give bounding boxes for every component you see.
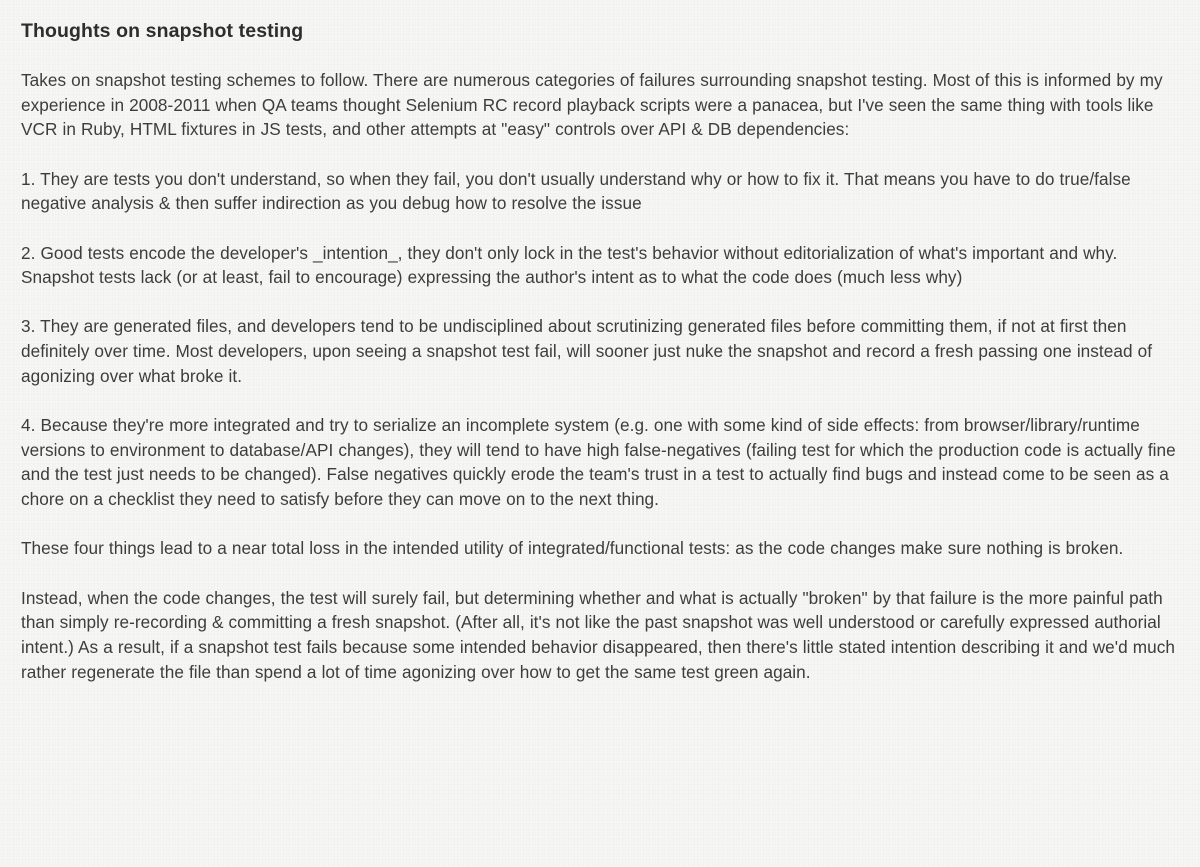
- point-1-paragraph: 1. They are tests you don't understand, so when they fail, you don't usually understand why or how to fix it. That means you have to do true/false negative analysis & then suffer indirection as you debug how to resolve the issue: [21, 168, 1131, 214]
- summary-paragraph: These four things lead to a near total loss in the intended utility of integrated/functional tests: as the code changes make sure nothing is broken.: [21, 538, 1124, 559]
- document: [21, 16, 1189, 709]
- document-title: Thoughts on snapshot testing: [21, 20, 304, 42]
- point-2-paragraph: 2. Good tests encode the developer's _intention_, they don't only lock in the test's behavior without editorialization of what's important and why. Snapshot tests lack (or at least, fail to encourage) expressing the author's intent as to what the code does (much less why): [21, 242, 1118, 288]
- point-4-paragraph: 4. Because they're more integrated and try to serialize an incomplete system (e.g. one with some kind of side effects: from browser/library/runtime versions to environment to database/API changes), they will tend to have high false-negatives (failing test for which the production code is actually fine and the test just needs to be changed). False negatives quickly erode the team's trust in a test to actually find bugs and instead come to be seen as a chore on a checklist they need to satisfy before they can move on to the next thing.: [21, 415, 1176, 510]
- point-3-paragraph: 3. They are generated files, and developers tend to be undisciplined about scrutinizing generated files before committing them, if not at first then definitely over time. Most developers, upon seeing a snapshot test fail, will sooner just nuke the snapshot and record a fresh passing one instead of agonizing over what broke it.: [21, 316, 1153, 386]
- intro-paragraph: Takes on snapshot testing schemes to follow. There are numerous categories of failures surrounding snapshot testing. Most of this is informed by my experience in 2008-2011 when QA teams thought Selenium RC record playback scripts were a panacea, but I've seen the same thing with tools like VCR in Ruby, HTML fixtures in JS tests, and other attempts at "easy" controls over API & DB dependencies:: [21, 70, 1163, 140]
- document-body: [21, 68, 1189, 684]
- conclusion-paragraph: Instead, when the code changes, the test will surely fail, but determining whether and what is actually "broken" by that failure is the more painful path than simply re-recording & committing a fresh snapshot. (After all, it's not like the past snapshot was well understood or carefully expressed authorial intent.) As a result, if a snapshot test fails because some intended behavior disappeared, then there's little stated intention describing it and we'd much rather regenerate the file than spend a lot of time agonizing over how to get the same test green again.: [21, 587, 1175, 682]
